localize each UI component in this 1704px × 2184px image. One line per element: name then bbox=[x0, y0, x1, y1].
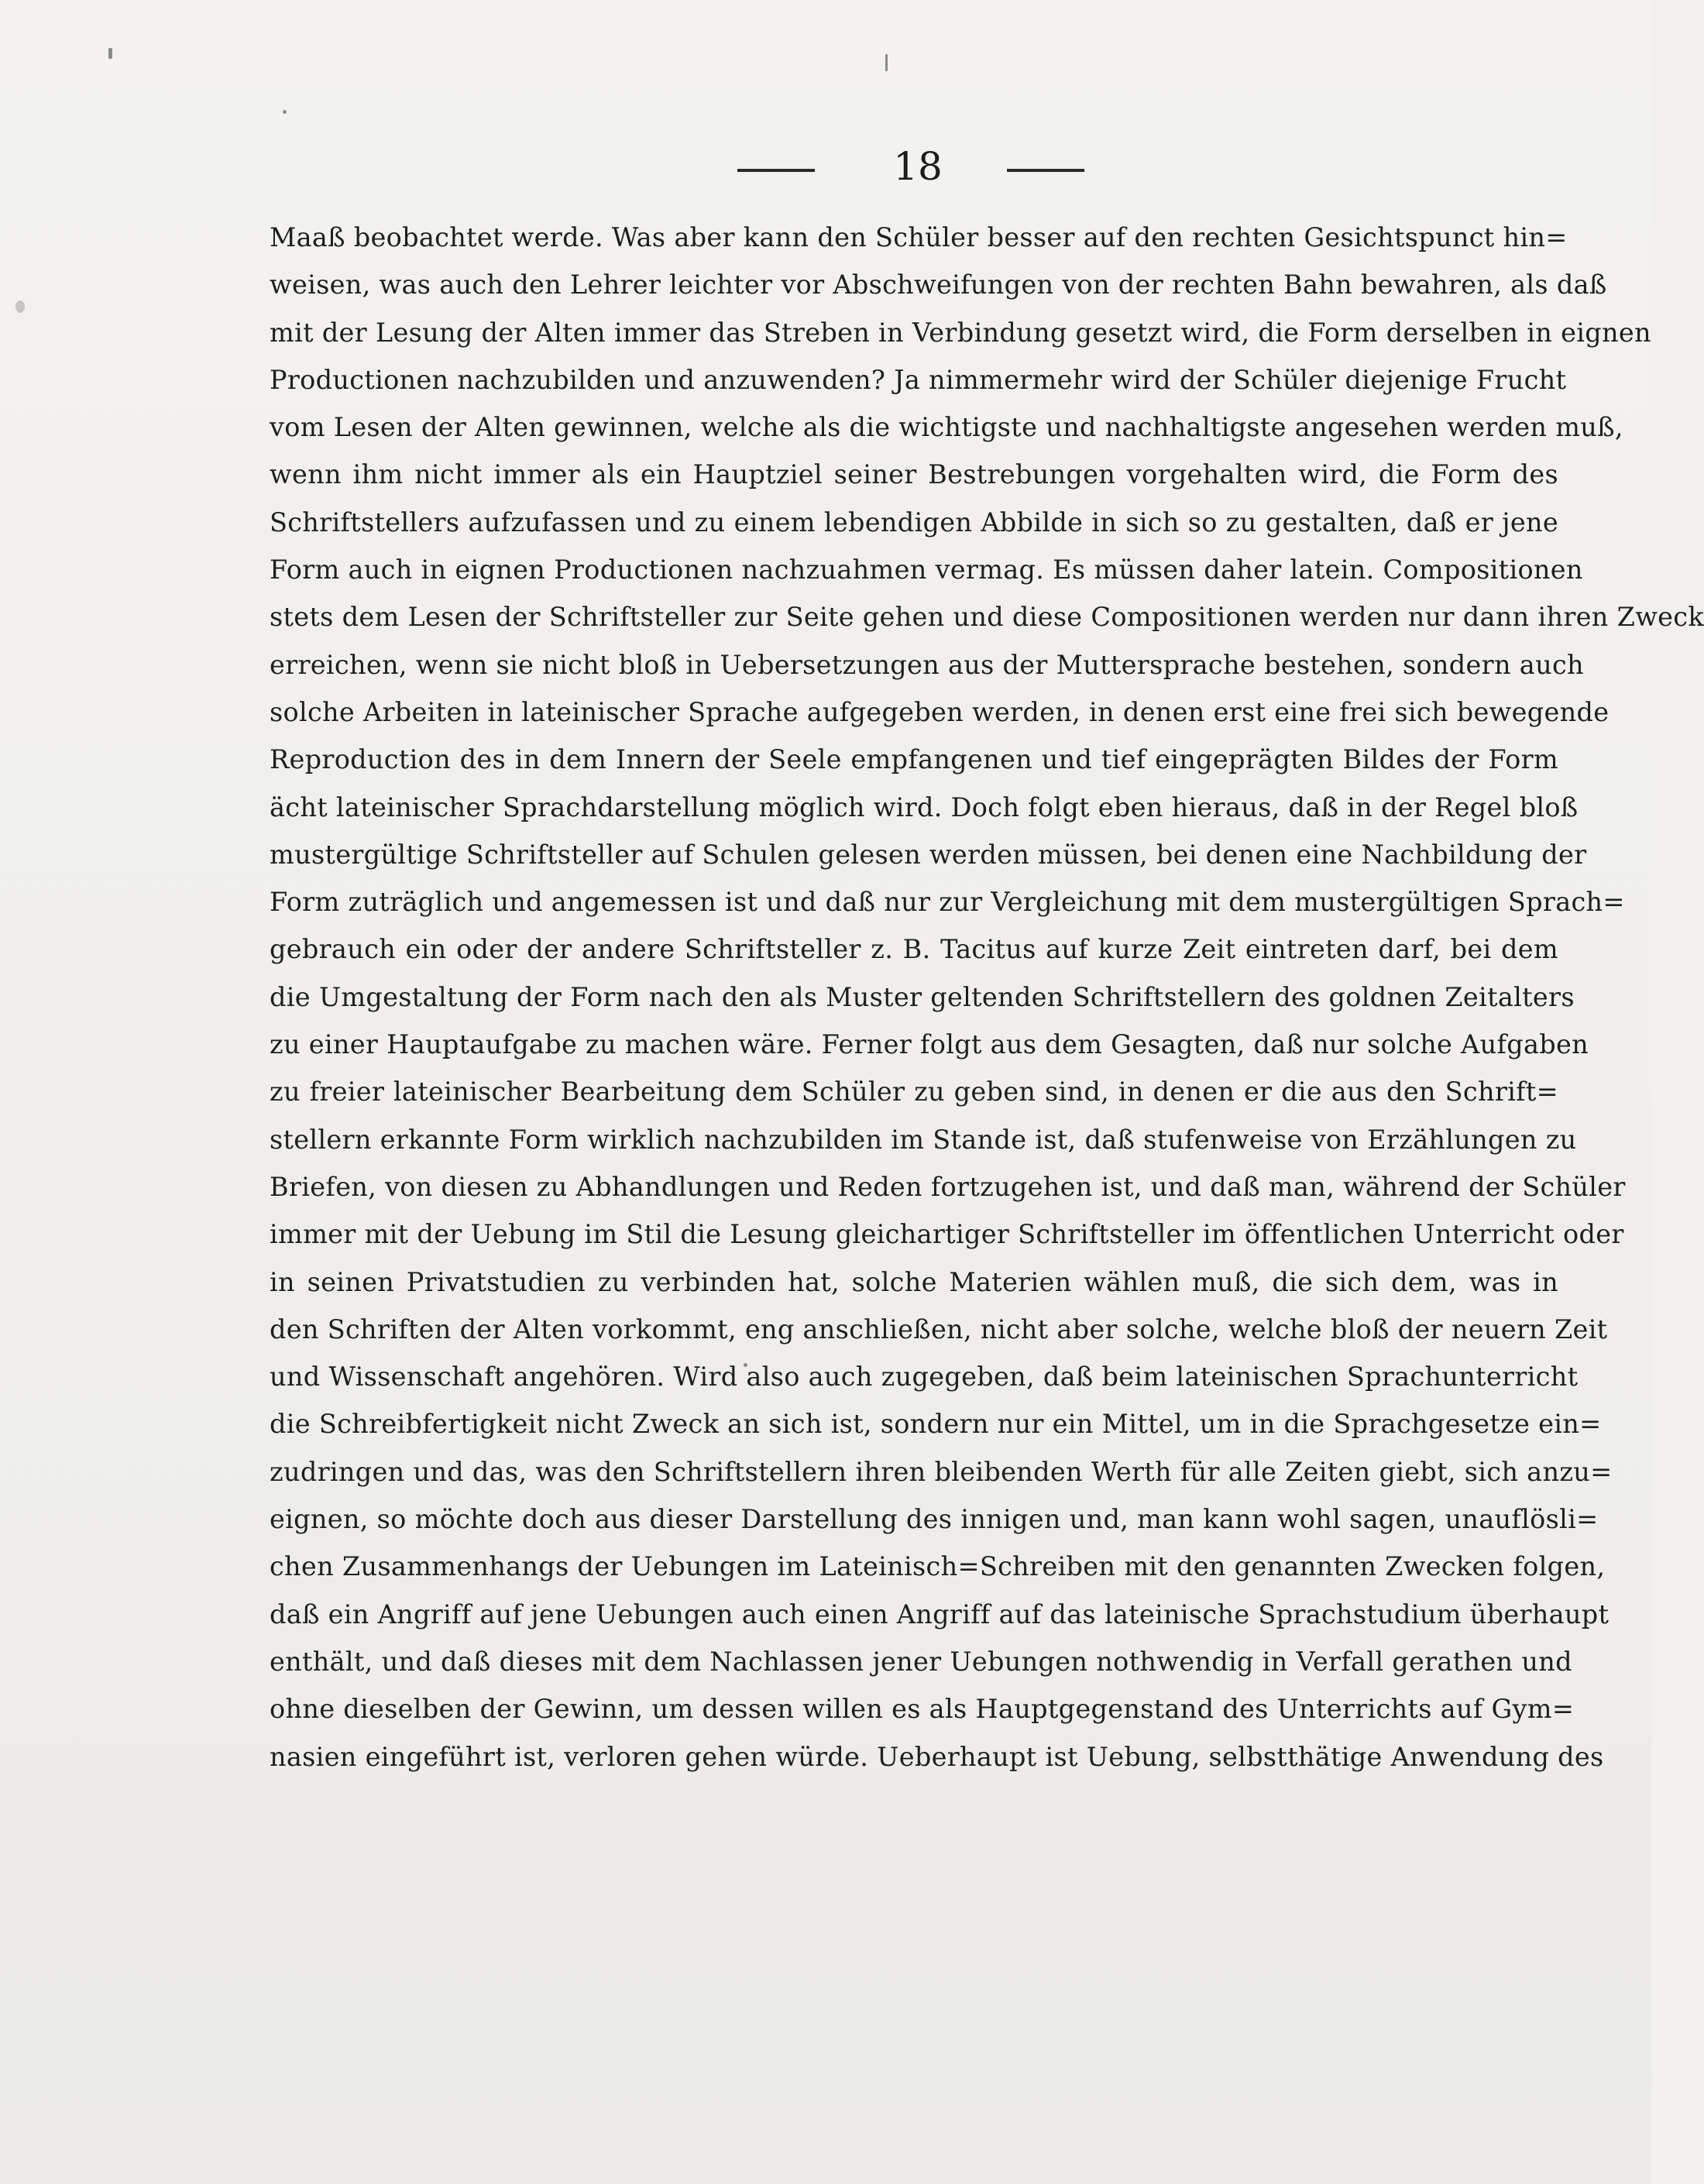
ink-speck bbox=[885, 54, 888, 71]
text-line: mit der Lesung der Alten immer das Streben in Verbindung gesetzt wird, die Form derselben in eignen bbox=[270, 317, 1651, 348]
text-line: zu freier lateinischer Bearbeitung dem Schüler zu geben sind, in denen er die aus den Schrift= bbox=[270, 1077, 1558, 1107]
text-line: immer mit der Uebung im Stil die Lesung gleichartiger Schriftsteller im öffentlichen Unterricht oder bbox=[270, 1219, 1624, 1250]
text-line: chen Zusammenhangs der Uebungen im Lateinisch=Schreiben mit den genannten Zwecken folgen, bbox=[270, 1551, 1606, 1582]
text-line: den Schriften der Alten vorkommt, eng anschließen, nicht aber solche, welche bloß der neuern Zeit bbox=[270, 1313, 1608, 1344]
page-number: 18 bbox=[893, 144, 943, 189]
text-line: erreichen, wenn sie nicht bloß in Uebersetzungen aus der Muttersprache bestehen, sondern auch bbox=[270, 649, 1584, 680]
text-line: zu einer Hauptaufgabe zu machen wäre. Ferner folgt aus dem Gesagten, daß nur solche Aufgaben bbox=[270, 1029, 1589, 1060]
text-line: Productionen nachzubilden und anzuwenden? Ja nimmermehr wird der Schüler diejenige Frucht bbox=[270, 364, 1567, 395]
text-line: eignen, so möchte doch aus dieser Darstellung des innigen und, man kann wohl sagen, unauflösli= bbox=[270, 1504, 1599, 1535]
text-line: Briefen, von diesen zu Abhandlungen und Reden fortzugehen ist, und daß man, während der Schüler bbox=[270, 1171, 1626, 1202]
body-text bbox=[270, 214, 1704, 1781]
text-line: stellern erkannte Form wirklich nachzubilden im Stande ist, daß stufenweise von Erzählungen zu bbox=[270, 1124, 1577, 1155]
page-header bbox=[0, 139, 1651, 194]
text-line: Reproduction des in dem Innern der Seele empfangenen und tief eingeprägten Bildes der Form bbox=[270, 744, 1558, 775]
text-line: und Wissenschaft angehören. Wird also auch zugegeben, daß beim lateinischen Sprachunterricht bbox=[270, 1362, 1579, 1392]
ink-speck bbox=[283, 110, 287, 114]
text-line: in seinen Privatstudien zu verbinden hat, solche Materien wählen muß, die sich dem, was in bbox=[270, 1266, 1558, 1297]
text-line: die Umgestaltung der Form nach den als Muster geltenden Schriftstellern des goldnen Zeitalters bbox=[270, 981, 1575, 1012]
text-line: solche Arbeiten in lateinischer Sprache aufgegeben werden, in denen erst eine frei sich bewegende bbox=[270, 696, 1610, 727]
text-line: Maaß beobachtet werde. Was aber kann den Schüler besser auf den rechten Gesichtspunct hin= bbox=[270, 222, 1568, 252]
text-line: ohne dieselben der Gewinn, um dessen willen es als Hauptgegenstand des Unterrichts auf Gym= bbox=[270, 1694, 1575, 1725]
text-line: enthält, und daß dieses mit dem Nachlassen jener Uebungen nothwendig in Verfall gerathen und bbox=[270, 1646, 1572, 1677]
header-rule-right bbox=[1007, 169, 1084, 172]
text-line: stets dem Lesen der Schriftsteller zur Seite gehen und diese Compositionen werden nur dann ihren Zweck bbox=[270, 602, 1704, 633]
text-line: weisen, was auch den Lehrer leichter vor Abschweifungen von der rechten Bahn bewahren, als daß bbox=[270, 270, 1607, 300]
text-line: Schriftstellers aufzufassen und zu einem lebendigen Abbilde in sich so zu gestalten, daß er jene bbox=[270, 507, 1558, 537]
text-line: die Schreibfertigkeit nicht Zweck an sich ist, sondern nur ein Mittel, um in die Sprachgesetze ein= bbox=[270, 1409, 1602, 1440]
text-line: ächt lateinischer Sprachdarstellung möglich wird. Doch folgt eben hieraus, daß in der Regel bloß bbox=[270, 792, 1579, 822]
text-line: mustergültige Schriftsteller auf Schulen gelesen werden müssen, bei denen eine Nachbildung der bbox=[270, 839, 1587, 870]
text-line: wenn ihm nicht immer als ein Hauptziel seiner Bestrebungen vorgehalten wird, die Form des bbox=[270, 459, 1558, 490]
ink-speck bbox=[108, 48, 112, 59]
text-line: zudringen und das, was den Schriftstellern ihren bleibenden Werth für alle Zeiten giebt, sich anzu= bbox=[270, 1456, 1613, 1487]
text-line: gebrauch ein oder der andere Schriftsteller z. B. Tacitus auf kurze Zeit eintreten darf, bei dem bbox=[270, 934, 1558, 965]
ink-speck bbox=[15, 300, 25, 313]
text-line: Form auch in eignen Productionen nachzuahmen vermag. Es müssen daher latein. Compositionen bbox=[270, 555, 1583, 585]
text-line: daß ein Angriff auf jene Uebungen auch einen Angriff auf das lateinische Sprachstudium überhaupt bbox=[270, 1599, 1610, 1629]
text-line: Form zuträglich und angemessen ist und daß nur zur Vergleichung mit dem mustergültigen Sprach= bbox=[270, 887, 1625, 918]
header-rule-left bbox=[737, 169, 815, 172]
text-line: vom Lesen der Alten gewinnen, welche als die wichtigste und nachhaltigste angesehen werden muß, bbox=[270, 412, 1623, 443]
text-line: nasien eingeführt ist, verloren gehen würde. Ueberhaupt ist Uebung, selbstthätige Anwendung des bbox=[270, 1741, 1604, 1772]
